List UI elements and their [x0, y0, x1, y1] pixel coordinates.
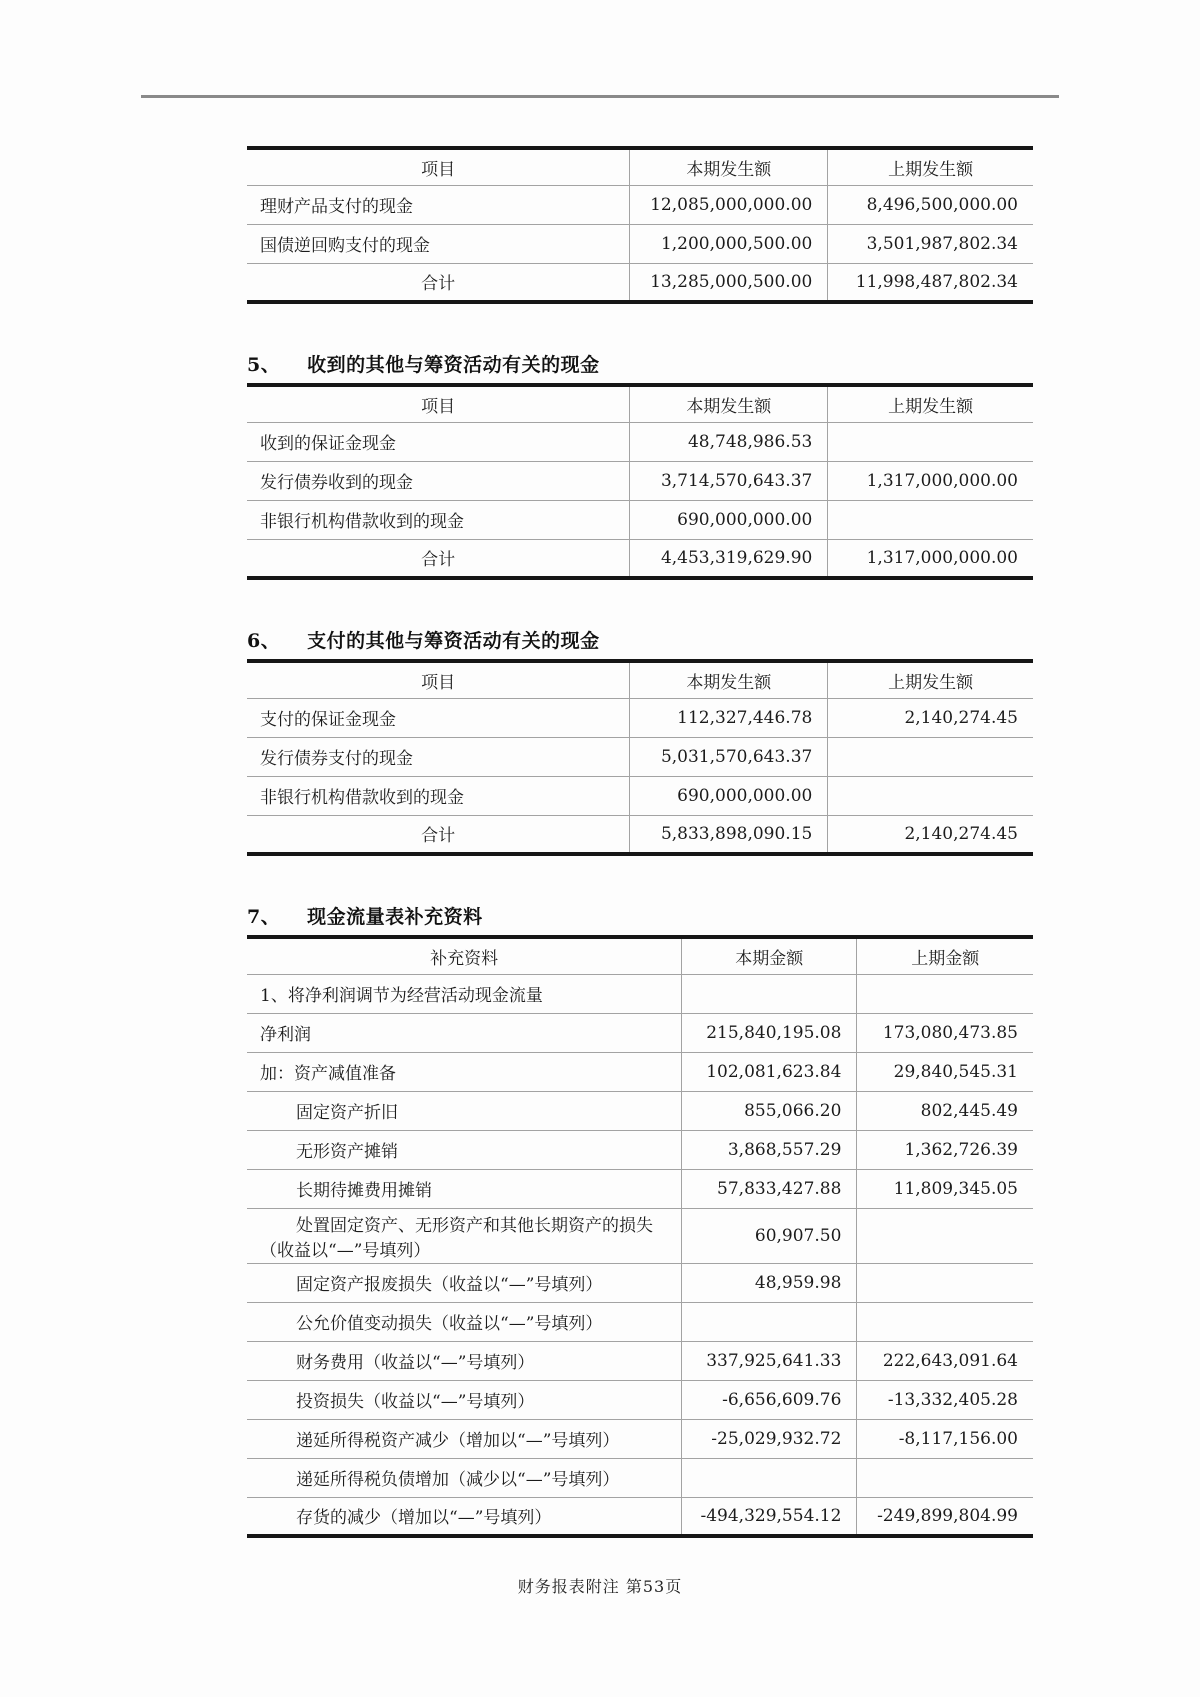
prior-amount: 1,317,000,000.00: [828, 539, 1033, 578]
current-amount: 3,714,570,643.37: [630, 461, 828, 500]
row-label: 支付的保证金现金: [247, 698, 630, 737]
prior-amount: [857, 1208, 1033, 1263]
current-amount: 215,840,195.08: [682, 1013, 857, 1052]
row-label: 1、将净利润调节为经营活动现金流量: [247, 974, 682, 1013]
prior-amount: 11,809,345.05: [857, 1169, 1033, 1208]
column-header: 上期发生额: [828, 148, 1033, 185]
row-label: 合计: [421, 550, 456, 571]
prior-amount: -8,117,156.00: [857, 1419, 1033, 1458]
prior-amount: 3,501,987,802.34: [828, 224, 1033, 263]
prior-amount: [828, 500, 1033, 539]
table-cash-flow-supplementary-info: [247, 935, 1033, 1538]
row-label: 固定资产折旧: [247, 1091, 682, 1130]
column-header: 本期发生额: [630, 661, 828, 698]
current-amount: 13,285,000,500.00: [630, 263, 828, 302]
page-footer: 财务报表附注 第53页: [517, 1577, 683, 1596]
table-row: [247, 1380, 1033, 1419]
table-row: [247, 1130, 1033, 1169]
section-number: 7、: [247, 906, 281, 928]
row-label: 非银行机构借款收到的现金: [247, 500, 630, 539]
current-amount: 855,066.20: [682, 1091, 857, 1130]
table-row: [247, 1208, 1033, 1263]
current-amount: 102,081,623.84: [682, 1052, 857, 1091]
row-label: 加：资产减值准备: [247, 1052, 682, 1091]
table-header-row: [247, 148, 1033, 185]
row-label: 合计: [421, 826, 456, 847]
prior-amount: [857, 1263, 1033, 1302]
current-amount: 4,453,319,629.90: [630, 539, 828, 578]
prior-amount: -13,332,405.28: [857, 1380, 1033, 1419]
section-number: 6、: [247, 630, 281, 652]
table-row: [247, 1052, 1033, 1091]
section-6-heading: [247, 626, 1033, 653]
table-row: [247, 1169, 1033, 1208]
table-row: [247, 776, 1033, 815]
column-header: 本期金额: [682, 937, 857, 974]
current-amount: 112,327,446.78: [630, 698, 828, 737]
column-header: 上期金额: [857, 937, 1033, 974]
prior-amount: 1,317,000,000.00: [828, 461, 1033, 500]
table-row: [247, 1497, 1033, 1536]
current-amount: -494,329,554.12: [682, 1497, 857, 1536]
current-amount: 5,031,570,643.37: [630, 737, 828, 776]
prior-amount: 2,140,274.45: [828, 815, 1033, 854]
current-amount: 1,200,000,500.00: [630, 224, 828, 263]
table-row: [247, 1458, 1033, 1497]
section-number: 5、: [247, 354, 281, 376]
section-5-heading: [247, 350, 1033, 377]
current-amount: 12,085,000,000.00: [630, 185, 828, 224]
column-header: 项目: [247, 148, 630, 185]
table-other-cash-received-financing: [247, 383, 1033, 580]
row-label: 收到的保证金现金: [247, 422, 630, 461]
prior-amount: [857, 974, 1033, 1013]
table-row: [247, 1302, 1033, 1341]
table-row: [247, 1419, 1033, 1458]
table-row: [247, 1263, 1033, 1302]
table-row: [247, 224, 1033, 263]
current-amount: 690,000,000.00: [630, 500, 828, 539]
prior-amount: 8,496,500,000.00: [828, 185, 1033, 224]
row-label: 投资损失（收益以“—”号填列）: [247, 1380, 682, 1419]
table-row: [247, 1091, 1033, 1130]
column-header: 项目: [247, 661, 630, 698]
row-label: 递延所得税资产减少（增加以“—”号填列）: [247, 1419, 682, 1458]
prior-amount: [828, 737, 1033, 776]
section-6: [247, 626, 1033, 856]
total-row: [247, 263, 1033, 302]
row-label: 无形资产摊销: [247, 1130, 682, 1169]
prior-amount: 1,362,726.39: [857, 1130, 1033, 1169]
row-label: 递延所得税负债增加（减少以“—”号填列）: [247, 1458, 682, 1497]
column-header: 本期发生额: [630, 148, 828, 185]
column-header: 本期发生额: [630, 385, 828, 422]
row-label: 固定资产报废损失（收益以“—”号填列）: [247, 1263, 682, 1302]
section-title: 支付的其他与筹资活动有关的现金: [307, 630, 600, 652]
prior-amount: [828, 776, 1033, 815]
tables-column: [247, 146, 1033, 1538]
row-label: 合计: [421, 274, 456, 295]
section-5: [247, 350, 1033, 580]
table-row: [247, 698, 1033, 737]
current-amount: 690,000,000.00: [630, 776, 828, 815]
table-header-row: [247, 385, 1033, 422]
row-label: 公允价值变动损失（收益以“—”号填列）: [247, 1302, 682, 1341]
row-label: 存货的减少（增加以“—”号填列）: [296, 1508, 552, 1529]
table-row: [247, 461, 1033, 500]
row-label: 财务费用（收益以“—”号填列）: [247, 1341, 682, 1380]
table-other-cash-paid-financing: [247, 659, 1033, 856]
table-row: [247, 1341, 1033, 1380]
current-amount: [682, 1458, 857, 1497]
current-amount: [682, 974, 857, 1013]
current-amount: 5,833,898,090.15: [630, 815, 828, 854]
section-title: 现金流量表补充资料: [307, 906, 483, 928]
current-amount: 57,833,427.88: [682, 1169, 857, 1208]
section-7-heading: [247, 902, 1033, 929]
prior-amount: 11,998,487,802.34: [828, 263, 1033, 302]
table-row: [247, 500, 1033, 539]
row-label: 理财产品支付的现金: [247, 185, 630, 224]
prior-amount: 173,080,473.85: [857, 1013, 1033, 1052]
column-header: 上期发生额: [828, 385, 1033, 422]
prior-amount: 802,445.49: [857, 1091, 1033, 1130]
row-label: 国债逆回购支付的现金: [247, 224, 630, 263]
page-header-rule: [141, 95, 1059, 98]
current-amount: 48,748,986.53: [630, 422, 828, 461]
current-amount: 48,959.98: [682, 1263, 857, 1302]
row-label: 非银行机构借款收到的现金: [247, 776, 630, 815]
page-content: [141, 0, 1059, 1597]
prior-amount: 29,840,545.31: [857, 1052, 1033, 1091]
row-label: 发行债券收到的现金: [247, 461, 630, 500]
table-row: [247, 974, 1033, 1013]
current-amount: -25,029,932.72: [682, 1419, 857, 1458]
section-title: 收到的其他与筹资活动有关的现金: [307, 354, 600, 376]
prior-amount: -249,899,804.99: [857, 1497, 1033, 1536]
table-row: [247, 422, 1033, 461]
row-label: 发行债券支付的现金: [247, 737, 630, 776]
section-7: [247, 902, 1033, 1538]
column-header: 上期发生额: [828, 661, 1033, 698]
table-header-row: [247, 661, 1033, 698]
table-row: [247, 1013, 1033, 1052]
prior-amount: 222,643,091.64: [857, 1341, 1033, 1380]
current-amount: 60,907.50: [682, 1208, 857, 1263]
total-row: [247, 815, 1033, 854]
current-amount: 337,925,641.33: [682, 1341, 857, 1380]
table-header-row: [247, 937, 1033, 974]
table-row: [247, 737, 1033, 776]
prior-amount: [828, 422, 1033, 461]
current-amount: 3,868,557.29: [682, 1130, 857, 1169]
row-label: 处置固定资产、无形资产和其他长期资产的损失 （收益以“—”号填列）: [247, 1208, 682, 1263]
prior-amount: [857, 1458, 1033, 1497]
total-row: [247, 539, 1033, 578]
row-label: 净利润: [247, 1013, 682, 1052]
table-other-financing-payments-continued: [247, 146, 1033, 304]
prior-amount: 2,140,274.45: [828, 698, 1033, 737]
current-amount: -6,656,609.76: [682, 1380, 857, 1419]
column-header: 项目: [247, 385, 630, 422]
current-amount: [682, 1302, 857, 1341]
prior-amount: [857, 1302, 1033, 1341]
row-label: 长期待摊费用摊销: [247, 1169, 682, 1208]
table-row: [247, 185, 1033, 224]
column-header: 补充资料: [247, 937, 682, 974]
